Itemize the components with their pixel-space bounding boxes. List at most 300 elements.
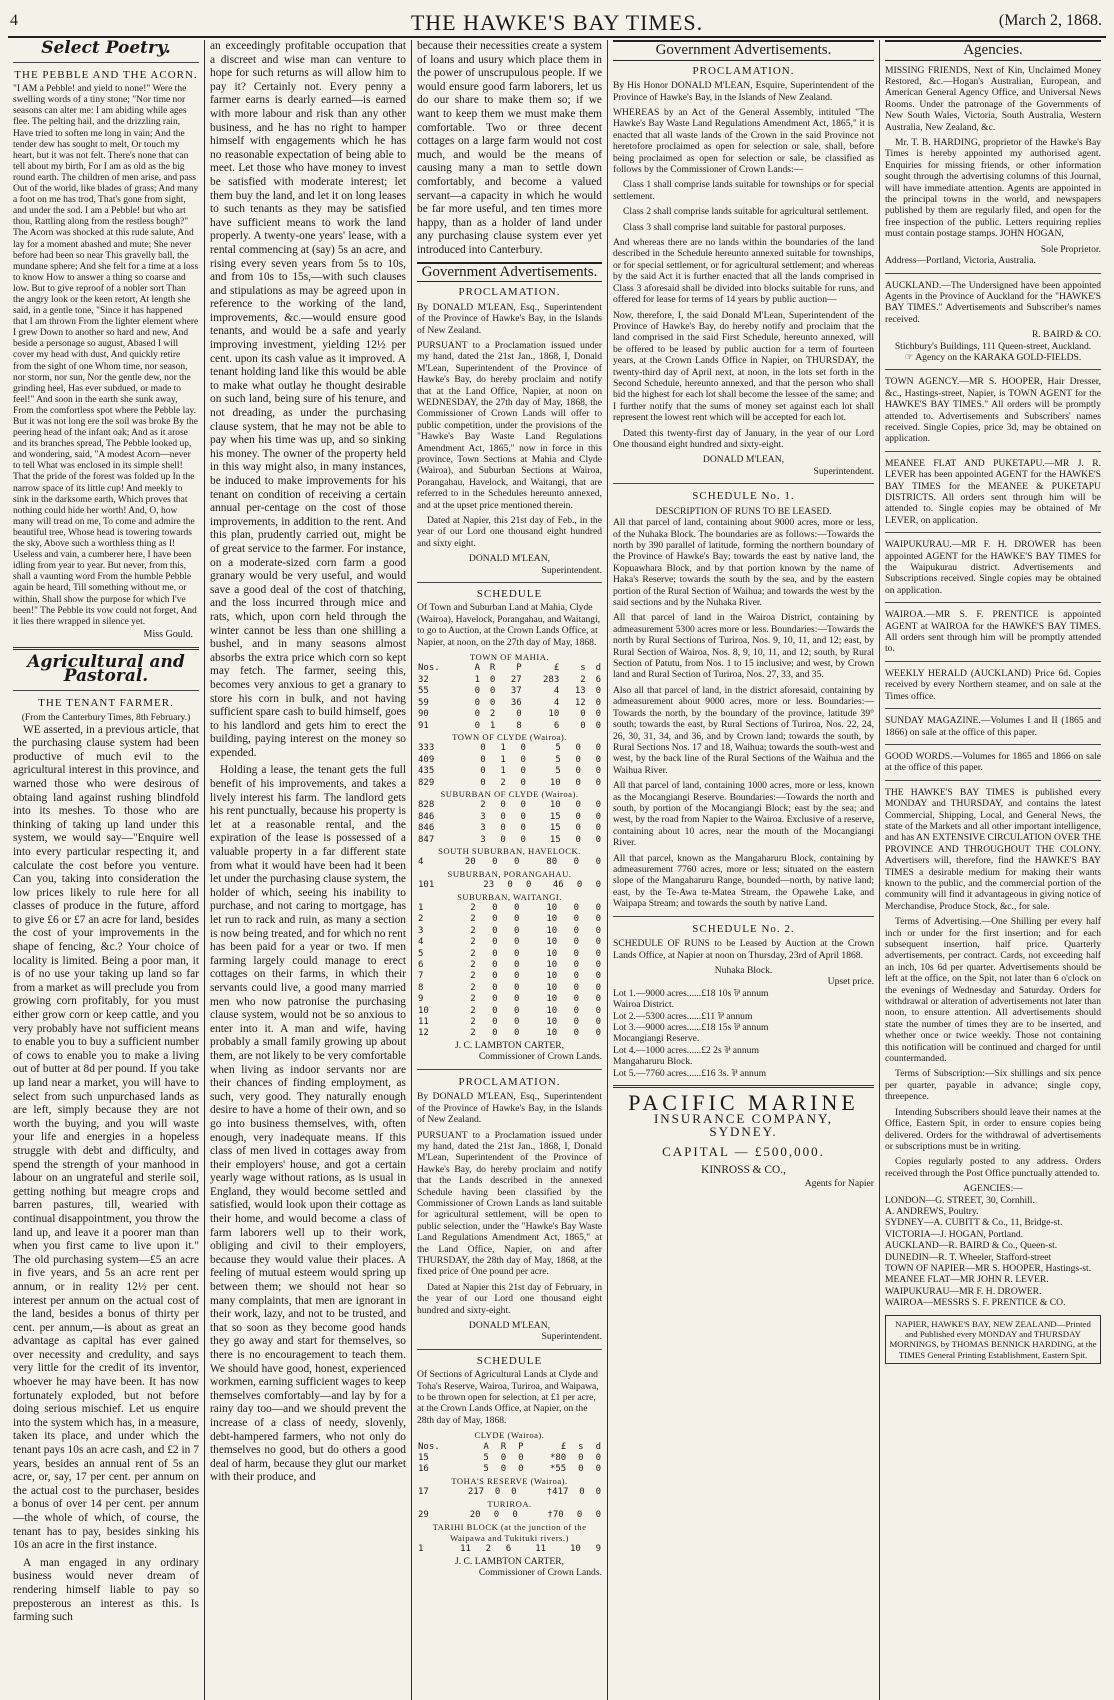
schedule-subhead: TOWN OF CLYDE (Wairoa). [452, 731, 567, 742]
schedule-cell: 0 [595, 1028, 601, 1039]
schedule-cell: 4 [553, 686, 560, 697]
insurance-name: PACIFIC MARINE [628, 1090, 859, 1116]
schedule-cell: 10 [546, 937, 558, 948]
subscription-terms: Terms of Subscription:—Six shillings and six pence per quarter, payable in advance; single copy, threepence. [885, 1068, 1101, 1103]
schedule-column-header: d [595, 1441, 601, 1452]
schedule-row [417, 903, 602, 914]
subscriber-notice: Intending Subscribers should leave their names at the Office, Eastern Spit, in order to ensure copies being delivered. Orders for the withdrawal of advertisements or subscriptions must be in writing. [885, 1106, 1101, 1152]
schedule-cell: 0 [573, 1005, 580, 1016]
schedule-column-header: d [595, 663, 601, 674]
schedule-row [417, 1028, 602, 1039]
schedule-table [417, 857, 602, 868]
schedule-cell: 2 [418, 914, 424, 925]
article-paragraph: because their necessities create a system of loans and usury which place them in the power of unscrupulous people. If we would ensure good farm laborers, let us do our share to make them so; if we want to keep them we must make them comfortable. Two or three decent cottages on a large farm would not cost much, and would be the means of causing many a man to settle down comfortably, and become a valued servant—a capacity in which he would be far more useful, and ten times more happy, than as a holder of land under any purchasing clause system ever yet introduced into Canterbury. [417, 40, 602, 256]
schedule-cell: 0 [513, 1017, 520, 1028]
schedule-cell: 0 [595, 1487, 601, 1498]
schedule-row [417, 983, 602, 994]
schedule-table [417, 1510, 602, 1521]
schedule-cell: 20 [469, 1510, 481, 1521]
schedule-cell: 4 [418, 937, 424, 948]
schedule-cell: †70 [547, 1510, 564, 1521]
article-source: (From the Canterbury Times, 8th February.) [21, 712, 191, 724]
schedule-cell: 0 [573, 971, 580, 982]
lot-item: Lot 1.—9000 acres......£18 10s ⅌ annum [613, 987, 769, 999]
schedule-row [417, 823, 602, 834]
schedule-cell: 46 [552, 880, 564, 891]
schedule-cell: 0 [595, 903, 601, 913]
schedule-table [417, 1544, 602, 1555]
schedule-row [417, 1487, 602, 1498]
section-heading-government: Government Advertisements. [417, 262, 602, 283]
agency-item: VICTORIA—J. HOGAN, Portland. [885, 1228, 1024, 1240]
schedule-cell: 0 [573, 1017, 580, 1028]
columns [8, 40, 1106, 1700]
schedule-column-header: A [483, 1441, 489, 1452]
schedule-cell: 0 [494, 1487, 501, 1498]
schedule-cell: 0 [474, 697, 480, 708]
schedule-row [417, 755, 602, 766]
schedule-cell: 217 [467, 1487, 485, 1498]
schedule-cell: 0 [492, 982, 498, 993]
schedule-table [417, 1442, 602, 1476]
schedule-cell: 37 [510, 686, 522, 697]
schedule-cell: 5 [555, 754, 561, 765]
schedule-cell: 17 [418, 1487, 429, 1498]
schedule-cell: 10 [546, 960, 558, 971]
schedule-cell: 0 [575, 777, 581, 788]
poem-title: THE PEBBLE AND THE ACORN. [14, 68, 198, 81]
run-parcel: Also all that parcel of land, in the district aforesaid, containing by admeasurement about 9000 acres, more or less. Boundaries:—Towards the north, by the boundary of the province, latitude 39° south; towards the east, by Rural Sections of Turiroa, Nos. 22, 24, 26, 30, 31, 34, and 36, and by Crown land; towards the south, by Rural Sections Nos. 17 and 18, Waihua; towards the south-west and west, by the back line of the Rural Sections of the Waihua and the Waihua River. [613, 684, 874, 776]
schedule-row [417, 812, 602, 823]
schedule-title: SCHEDULE No. 1. [692, 490, 795, 503]
poem-author: Miss Gould. [143, 628, 193, 640]
schedule-cell: 59 [418, 697, 429, 708]
proclamation-body: PURSUANT to a Proclamation issued under my hand, dated the 21st Jan., 1868, I, Donald M'Lean, Superintendent of the Province of Hawke's Bay, do hereby proclaim and notify that at the Land Office, Napier, at noon on WEDNESDAY, the 27th day of May, 1868, the Commissioner of Crown Lands will offer to public competition, under the provisions of the "Hawke's Bay Waste Land Regulations Amendment Act, 1865," now in force in this province, Town Sections at Mahia and Clyde (Wairoa), and Suburban Sections at Wairoa, Porangahau, Havelock, and Waitangi, that are referred to in the Schedules hereunto annexed, and at the upset price mentioned therein. [417, 339, 602, 511]
schedule-cell: 10 [570, 1544, 581, 1555]
schedule-cell: 0 [575, 754, 581, 765]
masthead [8, 8, 1106, 38]
schedule-cell: 32 [418, 674, 429, 685]
schedule-cell: 2 [480, 800, 486, 811]
schedule-column-header: £ [553, 663, 560, 674]
proclamation-whereas: WHEREAS by an Act of the General Assembly, intituled "The Hawke's Bay Waste Land Regulations Amendment Act, 1865," it is enacted that all waste lands of the Crown in the said Province not heretofore proclaimed as open for selection or sale, shall, before being proclaimed as open for selection or sale, be classified as follows by the Commissioner of Crown Lands:— [613, 107, 874, 176]
schedule-cell: *55 [549, 1464, 567, 1475]
schedule-cell: 2 [470, 1017, 476, 1028]
schedule-cell: 0 [595, 1510, 601, 1521]
schedule-cell: 5 [555, 743, 561, 754]
schedule-cell: 0 [576, 880, 583, 891]
agency-notice: MEANEE FLAT AND PUKETAPU.—MR J. R. LEVER has been appointed AGENT for the HAWKE'S BAY TIMES for the MEANEE & PUKETAPU DISTRICTS. All orders sent through him will be attended to. Single copies may be obtained of Mr LEVER, on application. [885, 457, 1101, 526]
schedule-cell: 0 [492, 914, 498, 925]
block-name: Nuhaka Block. [714, 965, 773, 976]
schedule-cell: 0 [573, 857, 580, 868]
schedule-row [417, 971, 602, 982]
schedule-cell: 2 [470, 937, 476, 948]
proclamation-by: By DONALD M'LEAN, Esq., Superintendent of the Province of Hawke's Bay, in the Islands of New Zealand. [417, 1091, 602, 1126]
schedule-cell: 2 [470, 982, 476, 993]
insurance-capital: CAPITAL — £500,000. [662, 1143, 825, 1159]
schedule-cell: 7 [418, 971, 424, 982]
schedule-column-header: s [578, 1441, 584, 1452]
schedule-row [417, 1510, 602, 1521]
newspaper-title: THE HAWKE'S BAY TIMES. [410, 10, 704, 35]
schedule-cell: 0 [595, 697, 601, 708]
proclamation-role: Superintendent. [541, 1331, 602, 1343]
schedule-cell: 3 [480, 823, 486, 834]
schedule-cell: 0 [500, 823, 506, 834]
lot-item: Lot 3.—9000 acres......£18 15s ⅌ annum [613, 1022, 769, 1034]
schedule-cell: 4 [418, 857, 424, 868]
schedule-cell: 0 [576, 1510, 583, 1521]
schedule-cell: 846 [418, 811, 435, 822]
schedule-cell: 0 [520, 766, 526, 777]
proclamation-class: Class 2 shall comprise lands suitable for agricultural settlement. [623, 206, 869, 218]
schedule-cell: 0 [573, 903, 580, 913]
column-1 [8, 40, 204, 1700]
schedule-cell: 10 [546, 1017, 558, 1028]
section-heading-agencies: Agencies. [885, 40, 1101, 61]
issue-date: (March 2, 1868. [998, 12, 1102, 29]
column-5 [879, 40, 1106, 1700]
schedule-row [417, 949, 602, 960]
postal-notice: Copies regularly posted to any address. Orders received through the Post Office punctually attended to. [885, 1156, 1101, 1179]
column-4 [607, 40, 879, 1700]
proclamation-whereas: And whereas there are no lands within the boundaries of the land described in the Schedule hereunto annexed suitable for townships, or for special settlement, or for agricultural settlement; and whereas by the said Act it is further enacted that all the lands comprised in Class 3 aforesaid shall be divided into blocks suitable for runs, and offered for lease for terms of 14 years by public auction— [613, 237, 874, 306]
schedule-intro: Of Town and Suburban Land at Mahia, Clyde (Wairoa), Havelock, Porangahau, and Waitangi, to go to Auction, at the Crown Lands Office, at Napier, at noon, on the 27th day of May, 1868. [417, 602, 601, 648]
schedule-cell: 0 [595, 834, 601, 845]
schedule-cell: 2 [470, 948, 476, 959]
schedule-subhead: TARIHI BLOCK (at the junction of the Waipawa and Tukituki rivers.) [432, 1521, 587, 1543]
schedule-cell: 409 [418, 754, 435, 765]
schedule-subhead: TURIROA. [487, 1498, 532, 1509]
schedule-cell: 0 [520, 811, 526, 822]
run-parcel: All that parcel of land, containing about 9000 acres, more or less, of the Nuhaka Block. The boundaries are as follows:—Towards the north by 390 parallel of latitude, forming the northern boundary of the Province of Hawke's Bay; towards the east by native land, the Kopuawhara Block, and by that portion known by the name of Haka's Reserve; towards the south by the sea, and by the eastern portion of the Rural Section of Waihua; and towards the west by the said sections and by the Nuhaka River. [613, 517, 874, 609]
schedule-cell: 0 [595, 823, 601, 834]
schedule-cell: 0 [513, 1005, 520, 1016]
schedule-column-header: R [489, 663, 496, 674]
schedule-cell: 10 [548, 709, 560, 720]
schedule-cell: 10 [546, 982, 558, 993]
publication-notice: THE HAWKE'S BAY TIMES is published every MONDAY and THURSDAY, and contains the latest Commercial, Shipping, Local, and General News, the state of the Markets and all other important intelligence, and has AN EXTENSIVE CIRCULATION OVER THE PROVINCE AND THROUGHOUT THE COLONY. Advertisers will, therefore, find the HAWKE'S BAY TIMES a desirable medium for making their wants known to the public, and the commercial portion of the community will find it advantageous in giving notice of Merchandise, Produce Stock, &c., for sale. [885, 786, 1101, 912]
proclamation-title: PROCLAMATION. [458, 286, 561, 299]
article-paragraph: an exceedingly profitable occupation that a discreet and wise man can venture to hope for such returns as will allow him to pay it? Certainly not. Every penny a farmer earns is dearly earned—is earned with more labour and risk than any other business, and he has no right to hamper himself with engagements which he has no reasonable expectation of being able to meet. Let those who have money to invest be satisfied with moderate interest; let them buy the land, and let it on long leases to such tenants as they may be satisfied have sufficient means to work the land properly. A twenty-one years' lease, with a rental commencing at (say) 5s an acre, and rising every seven years from 5s to 10s, and from 10s to 15s,—with such clauses and stipulations as may be agreed upon in reference to the working of the land, improvements, &c.—would ensure good tenants, and would be a safe and yearly improving investment, yielding 12½ per cent. upon its cash value as it improved. A tenant holding land like this would be able to make what outlay he thought desirable on such land, being sure of his tenure, and not dreading, as under the purchasing clause system, that he may not be able to pay when his time was up, and so sinking his money. The owner of the property held in this way might also, in many instances, be induced to make improvements for his tenant on condition of receiving a certain annual per-centage on the cost of those improvements, in addition to the rent. And this plan, prudently carried out, might be of great service to the farmer. For instance, on a moderate-sized corn farm a good granary would be very useful, and would save a good deal of the cost of thatching, and the loss incurred through mice and rats, which, upon corn held through the winter cannot be less than one shilling a bushel, and in many seasons almost absorbs the extra price which corn so kept may fetch. The farmer, seeing this, becomes very anxious to get a granary to store his corn in bulk, and not having sufficient spare cash to build himself, goes to his landlord and gets him to erect the building, paying interest on the money so expended. [210, 40, 406, 759]
schedule-cell: 15 [549, 823, 561, 834]
agency-item: A. ANDREWS, Poultry. [885, 1205, 979, 1217]
schedule-row [417, 721, 602, 732]
schedule-cell: 0 [492, 1028, 498, 1039]
proclamation-body: PURSUANT to a Proclamation issued under my hand, dated the 21st Jan., 1868, I, Donald M'Lean, Superintendent of the Province of Hawke's Bay, do hereby proclaim and notify that the Lands described in the annexed Schedule having been classified by the Commissioner of Crown Lands as land suitable for agricultural settlement, will be open to public selection, under the "Hawke's Bay Waste Land Regulations Amendment Act, 1865," at the Land Office, Napier, on and after THURSDAY, the 28th day of May, 1868, at the fixed price of One pound per acre. [417, 1129, 602, 1278]
schedule-table [417, 743, 602, 789]
schedule-cell: 0 [595, 982, 601, 993]
schedule-cell: 0 [595, 857, 601, 868]
article-paragraph: Holding a lease, the tenant gets the full benefit of his improvements, and takes a lively interest his farm. The landlord gets his rent punctually, because his property is let at a reasonable rental, and the expiration of the lease is possessed of a valuable property in a far different state from what it would have been had it been let under the purchasing clause system, the holder of which, seeing his inability to purchase, and not caring to mortgage, has let run to rack and ruin, as many a section is now being treated, and for which no rent has been paid for a year or two. If men farming largely could manage to erect cottages on their farms, in which their servants could live, a good many married men who now patronise the purchasing clause system, would not be so anxious to enter into it. A man and wife, having probably a small family growing up about them, are not likely to be very comfortable when living as indoor servants nor are their chances of finding employment, as such, very good. They naturally enough desire to have a home of their own, and so go into business themselves, with, often enough, very inadequate means. If this class of men lived in cottages away from their employers' house, and got a certain yearly wage without rations, as is usual in England, they would become settled and satisfied, would look upon their cottage as their home, and would become a class of farm laborers well up to their work, obliging and civil to their employers, because they would value their places. A feeling of mutual esteem would spring up between them; we should not hear so many complaints, that men are ignorant in their work, lazy, and not to be trusted, and that so soon as they become good hands they go away and start for themselves, so there is no encouragement to teach them. We should have good, honest, experienced workmen, earning sufficient wages to keep themselves comfortably—and lay by for a rainy day too—and we should prevent the increase of a class of needy, slovenly, debt-hampered farmers, who not only do themselves no good, but do others a good deal of harm, because they glut our market with their produce, and [210, 764, 406, 1484]
schedule-cell: 0 [489, 686, 496, 697]
schedule-cell: 0 [520, 823, 526, 834]
schedule-cell: 847 [418, 834, 435, 845]
schedule-cell: 0 [580, 709, 586, 720]
schedule-cell: 0 [595, 766, 601, 777]
schedule-cell: 0 [595, 754, 601, 765]
schedule-cell: 16 [418, 1464, 429, 1475]
schedule-cell: 0 [595, 720, 601, 731]
schedule-cell: 0 [520, 754, 526, 765]
schedule-cell: 101 [418, 880, 435, 891]
schedule-cell: 0 [513, 971, 520, 982]
schedule-cell: 29 [418, 1510, 429, 1521]
schedule-cell: 15 [418, 1453, 429, 1464]
schedule-cell: 0 [492, 948, 498, 959]
schedule-cell: 2 [470, 960, 476, 971]
proclamation-dated: Dated at Napier this 21st day of February, in the year of our Lord one thousand eight hundred and sixty-eight. [417, 1281, 602, 1316]
schedule-cell: 0 [516, 709, 522, 720]
schedule-cell: 0 [578, 1464, 584, 1475]
schedule-cell: 0 [573, 982, 580, 993]
schedule-cell: 2 [470, 903, 476, 913]
schedule-cell: 0 [474, 686, 480, 697]
run-parcel: All that parcel of land, containing 1000 acres, more or less, known as the Mocangiangi Reserve. Boundaries:—Towards the north and south, by portion of the Mocangiangi Block; east by the sea; and west, by the road from Napier to the Wairoa. Exclusive of a reserve, containing about 10 acres, near the mouth of the Mocangiangi River. [613, 780, 874, 849]
schedule-cell: 0 [573, 937, 580, 948]
agency-notice: WAIROA.—MR S. F. PRENTICE is appointed AGENT at WAIROA for the HAWKE'S BAY TIMES. All orders sent through him will be promptly attended to. [885, 609, 1101, 655]
agency-item: MEANEE FLAT—MR JOHN R. LEVER. [885, 1274, 1049, 1286]
schedule-cell: 27 [510, 674, 522, 685]
schedule-cell: 6 [505, 1544, 512, 1555]
agencies-list [885, 1195, 1101, 1309]
agency-notice: AUCKLAND.—The Undersigned have been appointed Agents in the Province of Auckland for the "HAWKE'S BAY TIMES." Advertisements and Subscriber's names received. [885, 279, 1101, 325]
schedule-cell: 6 [595, 674, 601, 685]
schedule-role: Commissioner of Crown Lands. [478, 1567, 602, 1579]
schedule-cell: 10 [549, 800, 561, 811]
schedule-cell: 846 [418, 823, 435, 834]
schedule-cell: 0 [595, 994, 601, 1005]
schedule-cell: 0 [520, 743, 526, 754]
schedule-table [417, 663, 602, 731]
schedule-cell: 5 [483, 1464, 489, 1475]
schedule-column-header: P [518, 1441, 524, 1452]
schedule-subhead: SOUTH SUBURBAN, HAVELOCK. [438, 845, 581, 856]
proclamation-by: By DONALD M'LEAN, Esq., Superintendent of the Province of Hawke's Bay, in the Islands of New Zealand. [417, 301, 602, 336]
agency-notice: WEEKLY HERALD (AUCKLAND) Price 6d. Copies received by every Northern steamer, and on sale at the Times office. [885, 667, 1101, 702]
schedule-cell: 0 [595, 800, 601, 811]
printer-imprint: NAPIER, HAWKE'S BAY, NEW ZEALAND—Printed and Published every MONDAY and THURSDAY MORNINGS, by THOMAS BENNICK HARDING, at the TIMES General Printing Establishment, Eastern Spit. [885, 1315, 1101, 1365]
schedule-cell: 0 [493, 1510, 500, 1521]
schedule-subhead: TOWN OF MAHIA. [469, 652, 550, 663]
schedule-table [417, 1487, 602, 1498]
schedule-cell: 10 [546, 971, 558, 982]
schedule-subhead: SUBURBAN, WAITANGI. [457, 891, 562, 902]
insurance-line: INSURANCE COMPANY, [653, 1110, 834, 1126]
schedule-cell: 6 [553, 720, 560, 731]
schedule-cell: 0 [595, 914, 601, 925]
schedule-cell: 0 [595, 1464, 601, 1475]
schedule-cell: 2 [470, 914, 476, 925]
schedule-column-header: Nos. [418, 1441, 440, 1452]
schedule-row [417, 880, 602, 891]
schedule-cell: 10 [546, 925, 558, 936]
schedule-cell: 0 [492, 903, 498, 913]
schedule-row [417, 926, 602, 937]
schedule-cell: 90 [418, 709, 429, 720]
schedule-cell: †417 [546, 1487, 569, 1498]
schedule-cell: 0 [595, 1017, 601, 1028]
schedule-cell: 91 [418, 720, 429, 731]
lot-list [613, 988, 874, 1079]
schedule-cell: 5 [483, 1453, 489, 1464]
schedule-cell: 0 [595, 1005, 601, 1016]
insurance-agent-role: Agents for Napier [804, 1178, 874, 1190]
section-heading-poetry: Select Poetry. [41, 40, 171, 58]
schedule-cell: 0 [512, 1510, 518, 1521]
schedule-cell: 10 [418, 1005, 429, 1016]
schedule-cell: 0 [595, 925, 601, 936]
schedule-agricultural-sections [417, 1356, 602, 1579]
schedule-cell: 0 [518, 1453, 524, 1464]
schedule-cell: 2 [485, 1544, 492, 1555]
schedule-cell: 0 [513, 914, 520, 925]
schedule-cell: 10 [546, 1028, 558, 1039]
schedule-cell: 0 [595, 709, 601, 720]
agency-notice: Mr. T. B. HARDING, proprietor of the Hawke's Bay Times is hereby appointed my authorised agent. Enquiries for missing friends, or other information sought through the advertising columns of this Journal, will have immediate attention. Agents are appointed in the principal towns in the world, and newspapers published by them are regularly filed, and open for the free inspection of the public. Letters requiring replies must contain postage stamps. JOHN HOGAN, [885, 137, 1101, 240]
agency-item: DUNEDIN—R. T. Wheeler, Stafford-street [885, 1251, 1052, 1263]
schedule-signature: J. C. LAMBTON CARTER, [454, 1039, 565, 1051]
schedule-cell: 10 [546, 948, 558, 959]
schedule-cell: 0 [595, 811, 601, 822]
schedule-subtitle: SCHEDULE OF RUNS to be Leased by Auction at the Crown Lands Office, at Napier at noon on Thursday, 23rd of April 1868. [613, 938, 874, 961]
schedule-row [417, 1006, 602, 1017]
schedule-cell: 20 [464, 857, 476, 868]
article-paragraph: A man engaged in any ordinary business would never dream of rendering himself liable to pay so preposterous an interest as this. Is farming such [13, 1556, 199, 1624]
schedule-cell: 0 [520, 834, 526, 845]
schedule-cell: 55 [418, 686, 429, 697]
upset-price-label: Upset price. [827, 976, 874, 988]
agency-address: Address—Portland, Victoria, Australia. [885, 255, 1036, 267]
schedule-cell: 1 [500, 743, 506, 754]
schedule-cell: 2 [470, 925, 476, 936]
schedule-cell: 0 [500, 834, 506, 845]
schedule-cell: 0 [595, 686, 601, 697]
proclamation-signature: DONALD M'LEAN, [702, 454, 785, 466]
schedule-row [417, 914, 602, 925]
schedule-cell: 0 [575, 766, 581, 777]
schedule-subhead: TOHA'S RESERVE (Wairoa). [451, 1475, 568, 1486]
schedule-cell: 0 [492, 925, 498, 936]
schedule-cell: 0 [595, 1453, 601, 1464]
schedule-cell: 1 [418, 903, 424, 913]
schedule-cell: 10 [549, 777, 561, 788]
lot-item: Mocangiangi Reserve. [613, 1033, 700, 1045]
schedule-cell: 5 [418, 948, 424, 959]
article-title: THE TENANT FARMER. [38, 696, 174, 709]
schedule-cell: 333 [418, 743, 435, 754]
schedule-cell: 0 [575, 811, 581, 822]
proclamation-class: Class 3 shall comprise land suitable for pastoral purposes. [623, 221, 846, 233]
schedule-subhead: CLYDE (Wairoa). [474, 1430, 545, 1441]
schedule-cell: 2 [470, 1028, 476, 1039]
schedule-row [417, 937, 602, 948]
schedule-cell: 6 [418, 960, 424, 971]
schedule-cell: 0 [595, 937, 601, 948]
schedule-cell: 5 [555, 766, 561, 777]
proclamation-role: Superintendent. [813, 465, 874, 477]
schedule-cell: 12 [418, 1028, 429, 1039]
agency-item: WAIPUKURAU—MR F. H. DROWER. [885, 1285, 1042, 1297]
schedule-cell: 0 [511, 1487, 517, 1498]
agency-item: LONDON—G. STREET, 30, Cornhill. [885, 1194, 1035, 1206]
agency-notice: GOOD WORDS.—Volumes for 1865 and 1866 on sale at the office of this paper. [885, 750, 1101, 774]
schedule-row [417, 1544, 602, 1555]
schedule-cell: 0 [480, 777, 486, 788]
schedule-subhead: SUBURBAN, PORANGAHAU. [447, 868, 572, 879]
schedule-cell: 0 [489, 674, 496, 685]
schedule-row [417, 994, 602, 1005]
insurance-agent: KINROSS & CO., [701, 1164, 786, 1177]
schedule-cell: 0 [573, 960, 580, 971]
schedule-cell: 0 [573, 914, 580, 925]
schedule-cell: 0 [513, 1028, 520, 1039]
proclamation-notice: Now, therefore, I, the said Donald M'Lean, Superintendent of the Province of Hawke's Bay, do hereby notify and proclaim that the land comprised in the said First Schedule, hereunto annexed, will be offered to be leased by public auction for a term of fourteen years, at the Crown Lands Office in Napier, on THURSDAY, the twenty-third day of April next, at noon, in the lots set forth in the Second Schedule, hereunto annexed, and that the person who shall bid the highest for each lot shall become the lessee of the same; and I further notify that the sums of money set against each lot shall represent the lowest rent which will be accepted for each lot. [613, 309, 874, 424]
schedule-cell: 12 [574, 697, 586, 708]
schedule-subtitle: DESCRIPTION OF RUNS TO BE LEASED. [655, 505, 832, 517]
schedule-cell: 0 [513, 948, 520, 959]
proclamation-signature: DONALD M'LEAN, [468, 553, 551, 565]
schedule-cell: 80 [546, 857, 558, 868]
schedule-cell: 0 [595, 777, 601, 788]
agency-item: SYDNEY—A. CUBITT & Co., 11, Bridge-st. [885, 1217, 1063, 1229]
schedule-town-sections [417, 589, 602, 1063]
schedule-row [417, 1453, 602, 1464]
page-number: 4 [10, 12, 18, 29]
schedule-cell: 0 [513, 857, 520, 868]
schedule-table [417, 880, 602, 891]
schedule-cell: 11 [460, 1544, 471, 1555]
schedule-intro: Of Sections of Agricultural Lands at Clyde and Toha's Reserve, Wairoa, Turiroa, and Waipawa, to be thrown open for selection, at £1 per acre, at the Crown Lands Office, at Napier, on the 28th day of May, 1868. [417, 1369, 599, 1426]
schedule-cell: 9 [418, 994, 424, 1005]
schedule-column-header: A [474, 663, 480, 674]
schedule-cell: 10 [546, 994, 558, 1005]
proclamation-dated: Dated at Napier, this 21st day of Feb., in the year of our Lord one thousand eight hundred and sixty eight. [417, 515, 602, 549]
agency-address: Stichbury's Buildings, 111 Queen-street, Auckland. [894, 340, 1092, 352]
run-parcel: All that parcel, known as the Mangaharuru Block, containing by admeasurement 7760 acres, more or less; situated on the eastern slope of the Mangaharuru Range, bounded—north, by native land; east, by the Te-Awa te-Matea Stream, the Opawehe Lake, and Waipapa Stream; and towards the south by native Land. [613, 852, 874, 910]
schedule-column-header: R [500, 1441, 507, 1452]
schedule-cell: 9 [595, 1544, 601, 1555]
schedule-cell: 2 [500, 777, 506, 788]
schedule-cell: 10 [546, 903, 558, 913]
run-parcel: All that parcel of land in the Wairoa District, containing by admeasurement 5300 acres more or less. Boundaries:—Towards the north by Rural Sections of Turiroa, Nos. 9, 10, 11, and 12; east, by Rural Section of Wairoa, Nos. 8, 9, 10, 11, and 12; south, by Rural Section of Patutu, from Nos. 1 to 15 inclusive; and west, by Crown land and Rural Section of Turiroa, Nos. 27, 33, and 35. [613, 612, 874, 681]
schedule-table [417, 903, 602, 1040]
schedule-row [417, 675, 602, 686]
schedule-cell: 0 [480, 754, 486, 765]
schedule-cell: 0 [489, 697, 496, 708]
schedule-cell: 0 [595, 880, 601, 891]
schedule-cell: 2 [470, 971, 476, 982]
schedule-cell: 0 [492, 960, 498, 971]
schedule-column-header: £ [560, 1441, 567, 1452]
schedule-role: Commissioner of Crown Lands. [478, 1051, 602, 1063]
advertising-terms: Terms of Advertising.—One Shilling per every half inch or under for the first insertion; and for each subsequent insertion, half price. Quarterly advertisements, per contract. Cards, not exceeding half an inch, 10s 6d per quarter. Advertisements should be left at the office, on the Spit, not later than 6 o'clock on the evenings of Wednesday and Saturday. Orders for withdrawal or alteration of advertisements not later than noon, to ensure attention. All advertisements should state the number of times they are to be inserted, and whether once or twice weekly. Those not containing this notification will be continued and charged for until countermanded. [885, 916, 1101, 1065]
schedule-column-header: Nos. [418, 663, 440, 674]
proclamation-class: Class 1 shall comprise lands suitable for townships or for special settlement. [613, 179, 874, 202]
schedule-cell: 3 [480, 834, 486, 845]
schedule-subhead: SUBURBAN OF CLYDE (Wairoa). [440, 788, 579, 799]
schedule-cell: 0 [492, 937, 498, 948]
schedule-cell: 0 [492, 994, 498, 1005]
schedule-cell: *80 [549, 1453, 567, 1464]
column-2 [204, 40, 411, 1700]
schedule-cell: 0 [513, 982, 520, 993]
schedule-cell: 1 [418, 1544, 424, 1555]
section-heading-government: Government Advertisements. [613, 40, 874, 61]
schedule-cell: 0 [500, 800, 506, 811]
schedule-cell: 15 [549, 834, 561, 845]
